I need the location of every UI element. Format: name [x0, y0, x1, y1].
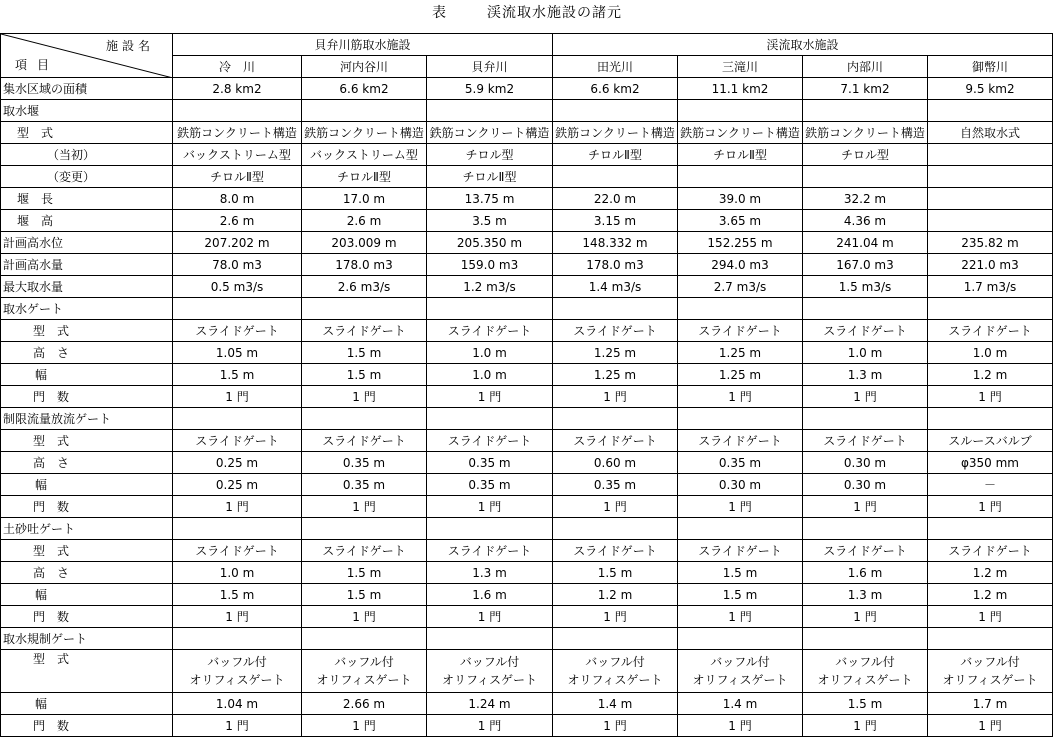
header-corner-item: 項目 [15, 58, 60, 72]
row-value [427, 650, 553, 693]
header-corner-cell [1, 34, 173, 78]
header-river: 貝弁川 [427, 56, 553, 78]
row-value-line: オリフィスゲート [692, 673, 788, 687]
row-value [173, 408, 302, 430]
table-row [1, 430, 1053, 452]
row-value [928, 210, 1053, 232]
row-value-line: オリフィスゲート [567, 673, 663, 687]
row-value [678, 298, 803, 320]
row-value: 1.4 m [553, 693, 678, 715]
row-value [928, 650, 1053, 693]
row-label: 型 式 [1, 540, 173, 562]
row-value: 1 門 [302, 715, 427, 737]
row-value [928, 144, 1053, 166]
row-value: 0.25 m [173, 452, 302, 474]
row-value: 2.66 m [302, 693, 427, 715]
row-value: 0.35 m [678, 452, 803, 474]
row-value: 235.82 m [928, 232, 1053, 254]
table-row [1, 364, 1053, 386]
row-value: 3.15 m [553, 210, 678, 232]
row-value: 1.0 m [928, 342, 1053, 364]
row-value [427, 408, 553, 430]
row-value: 1.4 m [678, 693, 803, 715]
row-value [553, 650, 678, 693]
row-value: 1.3 m [803, 364, 928, 386]
row-label: 高 さ [1, 342, 173, 364]
row-value: チロルⅡ型 [302, 166, 427, 188]
row-value: 1.5 m [302, 342, 427, 364]
row-value: 5.9 km2 [427, 78, 553, 100]
row-value: 1 門 [803, 496, 928, 518]
row-value [928, 188, 1053, 210]
row-value [553, 166, 678, 188]
row-value [678, 628, 803, 650]
row-value: チロル型 [427, 144, 553, 166]
row-value [553, 100, 678, 122]
row-value: 1 門 [427, 606, 553, 628]
row-value [173, 650, 302, 693]
row-value [553, 298, 678, 320]
row-value: 39.0 m [678, 188, 803, 210]
row-value: 1.24 m [427, 693, 553, 715]
row-value: 159.0 m3 [427, 254, 553, 276]
row-value: スライドゲート [678, 430, 803, 452]
row-value: 1.0 m [427, 364, 553, 386]
row-value: スルースバルブ [928, 430, 1053, 452]
table-row [1, 496, 1053, 518]
header-river: 田光川 [553, 56, 678, 78]
header-river: 内部川 [803, 56, 928, 78]
row-value: 1 門 [553, 606, 678, 628]
row-value: 178.0 m3 [553, 254, 678, 276]
table-row [1, 584, 1053, 606]
row-label: （当初） [1, 144, 173, 166]
row-value [553, 408, 678, 430]
row-value [427, 518, 553, 540]
row-value: 3.5 m [427, 210, 553, 232]
row-label: 取水規制ゲート [1, 628, 173, 650]
row-value: チロル型 [803, 144, 928, 166]
row-value [427, 628, 553, 650]
row-value: 0.35 m [553, 474, 678, 496]
header-river: 冷 川 [173, 56, 302, 78]
row-value: 1.7 m [928, 693, 1053, 715]
row-value: 1.2 m [928, 562, 1053, 584]
row-value: 1.3 m [427, 562, 553, 584]
row-value: 0.35 m [427, 452, 553, 474]
row-value: 1.7 m3/s [928, 276, 1053, 298]
table-row [1, 452, 1053, 474]
row-label: 型 式 [1, 320, 173, 342]
table-row [1, 320, 1053, 342]
row-value: 1 門 [803, 715, 928, 737]
row-value: 1.5 m [678, 562, 803, 584]
row-value: 221.0 m3 [928, 254, 1053, 276]
row-value: 78.0 m3 [173, 254, 302, 276]
row-value: 2.6 m [173, 210, 302, 232]
row-value: 1.25 m [553, 342, 678, 364]
row-value: バックストリーム型 [302, 144, 427, 166]
row-value: 0.30 m [803, 452, 928, 474]
row-label: 型 式 [1, 122, 173, 144]
row-value: 1 門 [173, 386, 302, 408]
row-value: バックストリーム型 [173, 144, 302, 166]
row-value: 1.5 m3/s [803, 276, 928, 298]
row-value: スライドゲート [803, 320, 928, 342]
row-value: 1.0 m [803, 342, 928, 364]
table-row [1, 540, 1053, 562]
row-value: 1.0 m [173, 562, 302, 584]
row-value: スライドゲート [553, 430, 678, 452]
row-value: 1 門 [803, 386, 928, 408]
table-row [1, 78, 1053, 100]
row-value: 鉄筋コンクリート構造 [678, 122, 803, 144]
row-label: 堰 高 [1, 210, 173, 232]
row-value [803, 628, 928, 650]
row-value: 1.5 m [803, 693, 928, 715]
row-value: 6.6 km2 [553, 78, 678, 100]
row-value: 1.5 m [678, 584, 803, 606]
row-label: 高 さ [1, 452, 173, 474]
table-row [1, 210, 1053, 232]
row-value: 1 門 [803, 606, 928, 628]
row-value: チロルⅡ型 [173, 166, 302, 188]
row-value [928, 100, 1053, 122]
row-value: 鉄筋コンクリート構造 [173, 122, 302, 144]
row-value [803, 408, 928, 430]
table-row [1, 474, 1053, 496]
row-value [173, 298, 302, 320]
row-value: 22.0 m [553, 188, 678, 210]
table-row [1, 342, 1053, 364]
row-value: チロルⅡ型 [678, 144, 803, 166]
row-value-line: バッフル付 [585, 655, 645, 669]
row-label: 幅 [1, 474, 173, 496]
row-value: 1.6 m [427, 584, 553, 606]
row-value [803, 650, 928, 693]
row-value: 0.30 m [803, 474, 928, 496]
row-value: スライドゲート [553, 320, 678, 342]
row-value [173, 518, 302, 540]
header-river: 御幣川 [928, 56, 1053, 78]
row-value: 1 門 [553, 496, 678, 518]
row-value-line: バッフル付 [334, 655, 394, 669]
row-value: 205.350 m [427, 232, 553, 254]
table-row [1, 122, 1053, 144]
row-value: 1.25 m [678, 342, 803, 364]
row-value: スライドゲート [803, 430, 928, 452]
table-row [1, 715, 1053, 737]
row-value [173, 628, 302, 650]
row-value [173, 100, 302, 122]
row-value [928, 298, 1053, 320]
row-label: 幅 [1, 364, 173, 386]
row-value: 2.6 m [302, 210, 427, 232]
row-value: 1 門 [678, 386, 803, 408]
row-value: スライドゲート [928, 320, 1053, 342]
row-value [678, 518, 803, 540]
row-value: スライドゲート [173, 540, 302, 562]
table-row [1, 100, 1053, 122]
row-value: 1.25 m [553, 364, 678, 386]
row-value [302, 408, 427, 430]
row-value: 自然取水式 [928, 122, 1053, 144]
row-value [928, 518, 1053, 540]
table-row [1, 166, 1053, 188]
row-value: 1.5 m [553, 562, 678, 584]
row-value: 1.2 m [928, 364, 1053, 386]
row-value: 1 門 [678, 606, 803, 628]
table-row [1, 606, 1053, 628]
table-row [1, 386, 1053, 408]
header-row-groups [1, 34, 1053, 56]
row-value [678, 166, 803, 188]
row-label: 取水ゲート [1, 298, 173, 320]
row-value: 9.5 km2 [928, 78, 1053, 100]
table-row [1, 188, 1053, 210]
row-value [302, 298, 427, 320]
row-value: 207.202 m [173, 232, 302, 254]
table-row [1, 518, 1053, 540]
row-value: 1.0 m [427, 342, 553, 364]
row-label: 幅 [1, 693, 173, 715]
row-value: 1 門 [302, 496, 427, 518]
row-value: 0.60 m [553, 452, 678, 474]
row-value: 152.255 m [678, 232, 803, 254]
header-corner-facility: 施設名 [105, 39, 154, 53]
row-value-line: オリフィスゲート [189, 673, 285, 687]
row-value-line: オリフィスゲート [316, 673, 412, 687]
row-value: 1 門 [678, 715, 803, 737]
row-value [678, 408, 803, 430]
row-value [803, 518, 928, 540]
row-label: 門 数 [1, 496, 173, 518]
row-value: 4.36 m [803, 210, 928, 232]
row-value-line: バッフル付 [835, 655, 895, 669]
spec-table [0, 33, 1053, 737]
row-label: 計画高水量 [1, 254, 173, 276]
row-label: 高 さ [1, 562, 173, 584]
row-value: 0.35 m [427, 474, 553, 496]
row-label: 型 式 [1, 650, 173, 693]
row-label: 型 式 [1, 430, 173, 452]
row-value: スライドゲート [173, 320, 302, 342]
row-value: チロルⅡ型 [553, 144, 678, 166]
row-value [928, 628, 1053, 650]
row-value: スライドゲート [427, 430, 553, 452]
table-row [1, 693, 1053, 715]
header-river: 河内谷川 [302, 56, 427, 78]
row-value: 1 門 [427, 386, 553, 408]
row-label: 門 数 [1, 715, 173, 737]
row-value: 1 門 [928, 606, 1053, 628]
row-value: 1 門 [678, 496, 803, 518]
row-value: スライドゲート [427, 540, 553, 562]
row-value: 鉄筋コンクリート構造 [427, 122, 553, 144]
row-value: 1.5 m [302, 364, 427, 386]
row-value: 178.0 m3 [302, 254, 427, 276]
row-value: 1.04 m [173, 693, 302, 715]
row-label: 最大取水量 [1, 276, 173, 298]
row-value: 241.04 m [803, 232, 928, 254]
row-value: 鉄筋コンクリート構造 [803, 122, 928, 144]
row-value: スライドゲート [302, 430, 427, 452]
row-value: 1 門 [302, 386, 427, 408]
table-title-prefix: 表 [432, 5, 447, 21]
table-row [1, 144, 1053, 166]
row-value: スライドゲート [678, 320, 803, 342]
row-value: 203.009 m [302, 232, 427, 254]
header-group-keiryu: 渓流取水施設 [553, 34, 1053, 56]
row-value: 294.0 m3 [678, 254, 803, 276]
row-value: 32.2 m [803, 188, 928, 210]
row-value: 0.30 m [678, 474, 803, 496]
row-value [427, 100, 553, 122]
row-value: スライドゲート [553, 540, 678, 562]
row-value: 13.75 m [427, 188, 553, 210]
row-value: 0.35 m [302, 474, 427, 496]
row-value [302, 650, 427, 693]
row-value: スライドゲート [302, 320, 427, 342]
row-value: 1 門 [928, 715, 1053, 737]
row-value: 1.2 m3/s [427, 276, 553, 298]
row-value-line: バッフル付 [459, 655, 520, 669]
row-value: 1 門 [427, 715, 553, 737]
row-value: 1 門 [928, 386, 1053, 408]
row-value [302, 628, 427, 650]
row-label: 集水区域の面積 [1, 78, 173, 100]
row-value: スライドゲート [302, 540, 427, 562]
row-value: スライドゲート [427, 320, 553, 342]
row-value: 1.4 m3/s [553, 276, 678, 298]
row-label: 門 数 [1, 386, 173, 408]
row-value: 0.5 m3/s [173, 276, 302, 298]
row-value: 1.2 m [553, 584, 678, 606]
row-value: 1.5 m [173, 364, 302, 386]
row-value: 11.1 km2 [678, 78, 803, 100]
row-value: 148.332 m [553, 232, 678, 254]
row-value-line: バッフル付 [960, 655, 1020, 669]
row-value: － [928, 474, 1053, 496]
row-value: 167.0 m3 [803, 254, 928, 276]
row-value: φ350 mm [928, 452, 1053, 474]
table-row [1, 408, 1053, 430]
row-value [302, 518, 427, 540]
row-value: スライドゲート [928, 540, 1053, 562]
row-value [678, 100, 803, 122]
row-value: 3.65 m [678, 210, 803, 232]
row-value-line: オリフィスゲート [942, 673, 1038, 687]
row-value: 17.0 m [302, 188, 427, 210]
row-value: スライドゲート [678, 540, 803, 562]
row-value: 2.8 km2 [173, 78, 302, 100]
row-value: 1 門 [173, 606, 302, 628]
row-value [803, 166, 928, 188]
row-value: 0.35 m [302, 452, 427, 474]
table-title [0, 0, 1054, 30]
row-value: 1.05 m [173, 342, 302, 364]
table-row [1, 254, 1053, 276]
row-value: 1 門 [928, 496, 1053, 518]
row-value: 1.25 m [678, 364, 803, 386]
row-value: 1 門 [553, 715, 678, 737]
row-value: 鉄筋コンクリート構造 [553, 122, 678, 144]
row-value: 8.0 m [173, 188, 302, 210]
row-value: 1.6 m [803, 562, 928, 584]
row-value [678, 650, 803, 693]
row-value: 1 門 [427, 496, 553, 518]
row-value: 1 門 [173, 715, 302, 737]
header-river: 三滝川 [678, 56, 803, 78]
row-value [302, 100, 427, 122]
row-value-line: オリフィスゲート [817, 673, 913, 687]
row-value [427, 298, 553, 320]
row-value: 鉄筋コンクリート構造 [302, 122, 427, 144]
row-value: 1.2 m [928, 584, 1053, 606]
row-value: 2.6 m3/s [302, 276, 427, 298]
table-title-text: 渓流取水施設の諸元 [487, 5, 622, 21]
row-label: 門 数 [1, 606, 173, 628]
row-label: 制限流量放流ゲート [1, 408, 173, 430]
row-value-line: バッフル付 [710, 655, 770, 669]
table-row [1, 298, 1053, 320]
row-label: （変更） [1, 166, 173, 188]
row-value: スライドゲート [803, 540, 928, 562]
table-row [1, 232, 1053, 254]
row-value [803, 298, 928, 320]
row-value: 1 門 [173, 496, 302, 518]
row-value-line: オリフィスゲート [441, 673, 538, 687]
row-label: 土砂吐ゲート [1, 518, 173, 540]
table-row [1, 650, 1053, 693]
row-value-line: バッフル付 [207, 655, 267, 669]
row-value [928, 166, 1053, 188]
row-label: 堰 長 [1, 188, 173, 210]
row-value [803, 100, 928, 122]
header-group-kaiben: 貝弁川筋取水施設 [173, 34, 553, 56]
row-value: 1.5 m [302, 584, 427, 606]
row-value: 7.1 km2 [803, 78, 928, 100]
table-row [1, 562, 1053, 584]
row-value: 1.5 m [302, 562, 427, 584]
row-value: 6.6 km2 [302, 78, 427, 100]
table-row [1, 276, 1053, 298]
row-value: スライドゲート [173, 430, 302, 452]
row-value: 1 門 [553, 386, 678, 408]
row-value [928, 408, 1053, 430]
row-value: 1 門 [302, 606, 427, 628]
row-value [553, 518, 678, 540]
row-value [553, 628, 678, 650]
row-value: チロルⅡ型 [427, 166, 553, 188]
row-label: 幅 [1, 584, 173, 606]
row-value: 2.7 m3/s [678, 276, 803, 298]
row-label: 取水堰 [1, 100, 173, 122]
row-value: 1.5 m [173, 584, 302, 606]
row-label: 計画高水位 [1, 232, 173, 254]
row-value: 0.25 m [173, 474, 302, 496]
table-row [1, 628, 1053, 650]
row-value: 1.3 m [803, 584, 928, 606]
